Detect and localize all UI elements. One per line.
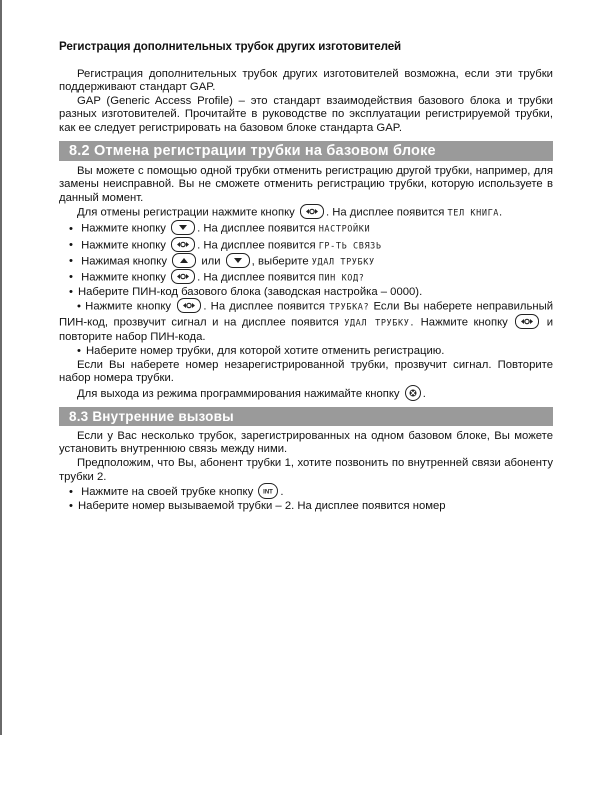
arrow-down-icon xyxy=(226,253,250,268)
step-5: • Наберите ПИН-код базового блока (заводская настройка – 0000). xyxy=(59,286,553,300)
step-6-text-c: Если Вы наберете неправильный ПИН-код, прозвучит сигнал и на дисплее появится xyxy=(59,300,554,329)
s82-p4-text-a: Для выхода из режима программирования нажимайте кнопку xyxy=(77,387,400,400)
step-9: • Наберите номер вызываемой трубки – 2. На дисплее появится номер xyxy=(59,500,553,514)
manual-page xyxy=(59,40,553,514)
step-3 xyxy=(59,254,553,270)
step-4-text-b: . На дисплее появится xyxy=(197,271,316,284)
step-1-text-b: . На дисплее появится xyxy=(197,222,316,235)
step-3-text-or: или xyxy=(201,255,221,268)
s82-paragraph-3: Если Вы наберете номер незарегистрированной трубки, прозвучит сигнал. Повторите набор номера трубки. xyxy=(59,358,553,385)
step-6-text-a: Нажмите кнопку xyxy=(85,300,172,313)
lcd-pin: ПИН КОД? xyxy=(318,273,365,284)
step-6-text-e: и повторите набор ПИН-кода. xyxy=(59,316,554,344)
step-7: • Наберите номер трубки, для которой хотите отменить регистрацию. xyxy=(59,345,553,359)
step-1-text-a: Нажмите кнопку xyxy=(81,222,166,235)
s83-paragraph-2: Предположим, что Вы, абонент трубки 1, хотите позвонить по внутренней связи абоненту трубки 2. xyxy=(59,457,553,483)
s83-paragraph-1: Если у Вас несколько трубок, зарегистрированных на одном базовом блоке, Вы можете установить внутреннюю связь между ними. xyxy=(59,429,553,456)
intro-paragraph-1: Регистрация дополнительных трубок других изготовителей возможна, если эти трубки поддерживают стандарт GAP. xyxy=(59,67,553,94)
s82-paragraph-2: Для отмены регистрации нажмите кнопку . На дисплее появится ТЕЛ КНИГА. xyxy=(59,205,553,221)
step-2-text-b: . На дисплее появится xyxy=(197,238,316,251)
lcd-phonebook: ТЕЛ КНИГА xyxy=(447,208,500,219)
step-6-text-d: Нажмите кнопку xyxy=(420,316,508,329)
s82-p2-text-b: . На дисплее появится xyxy=(325,206,445,219)
section-8-2-header: 8.2 Отмена регистрации трубки на базовом блоке xyxy=(59,141,553,161)
step-3-text-a: Нажимая кнопку xyxy=(81,255,168,268)
menu-ok-icon xyxy=(171,237,195,252)
s82-p2-text-a: Для отмены регистрации нажмите кнопку xyxy=(77,206,295,219)
s82-paragraph-4: Для выхода из режима программирования нажимайте кнопку . xyxy=(59,386,553,402)
intro-paragraph-2: GAP (Generic Access Profile) – это стандарт взаимодействия базового блока и трубки разных изготовителей. Прочитайте в руководстве по эксплуатации регистрируемой трубки, как ее следует регистрировать на базовом блоке стандарта GAP. xyxy=(59,94,553,134)
step-6: • Нажмите кнопку . На дисплее появится ТРУБКА? Если Вы наберете неправильный ПИН-код, прозвучит сигнал и на дисплее появится УДАЛ ТРУБКУ. Нажмите кнопку и повторите набор ПИН-кода. xyxy=(59,299,553,345)
menu-ok-icon xyxy=(171,269,195,284)
step-8-text-a: Нажмите на своей трубке кнопку xyxy=(81,486,254,499)
page-edge-rule xyxy=(0,0,2,735)
int-icon xyxy=(258,483,278,499)
step-4 xyxy=(59,270,553,286)
section-title: Регистрация дополнительных трубок других изготовителей xyxy=(59,40,402,53)
arrow-down-icon xyxy=(171,220,195,235)
exit-icon xyxy=(405,385,421,401)
s82-paragraph-1: Вы можете с помощью одной трубки отменить регистрацию другой трубки, например, для замены неисправной. Вы не сможете отменить регистрацию трубки, которую используете в данный момент. xyxy=(59,164,553,204)
step-2-text-a: Нажмите кнопку xyxy=(81,238,166,251)
step-1 xyxy=(59,221,553,237)
menu-ok-icon xyxy=(300,204,324,219)
lcd-delete-2: УДАЛ ТРУБКУ. xyxy=(344,318,416,329)
step-3-text-b: , выберите xyxy=(251,255,309,268)
menu-ok-icon xyxy=(515,314,539,329)
arrow-up-icon xyxy=(172,253,196,268)
menu-ok-icon xyxy=(177,298,201,313)
svg-text:INT: INT xyxy=(263,489,274,496)
step-8: • Нажмите на своей трубке кнопку INT . xyxy=(59,484,553,500)
lcd-link: ГР-ТЬ СВЯЗЬ xyxy=(318,240,382,251)
lcd-handset: ТРУБКА? xyxy=(329,302,370,313)
step-6-text-b: . На дисплее появится xyxy=(203,300,325,313)
lcd-delete: УДАЛ ТРУБКУ xyxy=(311,257,375,268)
section-8-3-header: 8.3 Внутренние вызовы xyxy=(59,407,553,426)
step-2 xyxy=(59,238,553,254)
lcd-settings: НАСТРОЙКИ xyxy=(318,224,371,235)
step-4-text-a: Нажмите кнопку xyxy=(81,271,166,284)
